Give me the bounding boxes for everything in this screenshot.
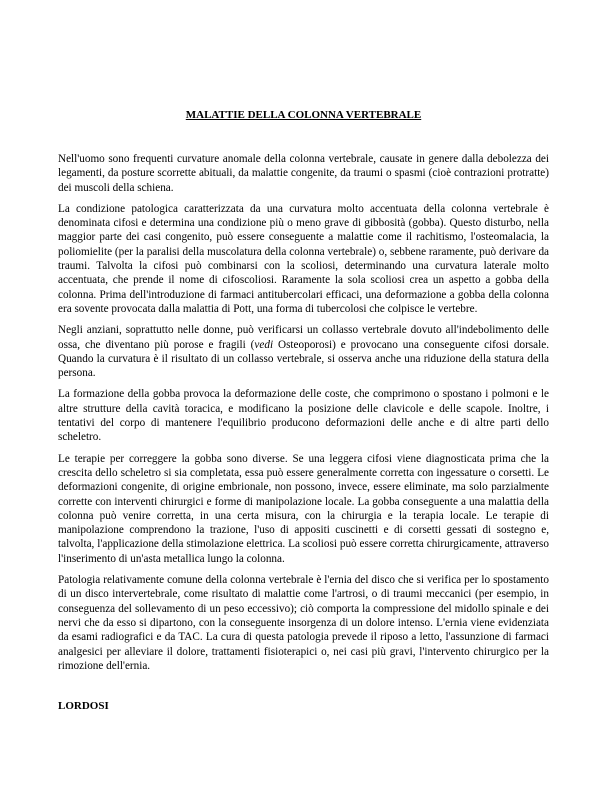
paragraph-anziani-before: Negli anziani, soprattutto nelle donne, può verificarsi un collasso vertebrale dovuto all'indebolimento delle ossa, che diventano più porose e fragili ( bbox=[58, 324, 549, 351]
document-title: MALATTIE DELLA COLONNA VERTEBRALE bbox=[185, 109, 422, 121]
paragraph-intro: Nell'uomo sono frequenti curvature anomale della colonna vertebrale, causate in genere dalla debolezza dei legamenti, da posture scorrette abituali, da malattie congenite, da traumi o spasmi (cioè contrazioni protratte) dei muscoli della schiena. bbox=[58, 153, 549, 194]
paragraph-cifosi: La condizione patologica caratterizzata da una curvatura molto accentuata della colonna vertebrale è denominata cifosi e determina una condizione più o meno grave di gibbosità (gobba). Questo disturbo, nella maggior parte dei casi congenito, può essere conseguente a malattie come il rachitismo, l'osteomalacia, la poliomielite (per la paralisi della muscolatura della colonna vertebrale) o, sebbene raramente, può derivare da traumi. Talvolta la cifosi può combinarsi con la scoliosi, determinando una curvatura laterale molto accentuata, che prende il nome di cifoscoliosi. Raramente la sola scoliosi crea un aspetto a gobba della colonna. Prima dell'introduzione di farmaci antitubercolari efficaci, una deformazione a gobba della colonna era sovente provocata dalla malattia di Pott, una forma di tubercolosi che colpisce le vertebre. bbox=[58, 202, 549, 315]
paragraph-gobba: La formazione della gobba provoca la deformazione delle coste, che comprimono o spostano i polmoni e le altre strutture della cavità toracica, e modificano la posizione delle clavicole e delle scapole. Inoltre, i tentativi del corpo di mantenere l'equilibrio producono deformazioni delle anche e di altre parti dello scheletro. bbox=[58, 388, 549, 444]
vedi-reference: vedi bbox=[254, 338, 274, 351]
paragraph-anziani bbox=[58, 323, 549, 380]
paragraph-anziani-after: Osteoporosi) e provocano una conseguente cifosi dorsale. Quando la curvatura è il risultato di un collasso vertebrale, si osserva anche una riduzione della statura della persona. bbox=[58, 338, 550, 380]
document-page bbox=[58, 108, 549, 713]
section-heading-lordosi: LORDOSI bbox=[58, 700, 109, 713]
paragraph-terapie: Le terapie per correggere la gobba sono diverse. Se una leggera cifosi viene diagnosticata prima che la crescita dello scheletro si sia completata, essa può essere generalmente corretta con ingessature o corsetti. Le deformazioni congenite, di origine embrionale, non possono, invece, essere eliminate, ma solo parzialmente corrette con interventi chirurgici e forme di manipolazione locale. La gobba conseguente a una malattia della colonna può venire corretta, in una certa misura, con la chirurgia e la terapia locale. Le terapie di manipolazione comprendono la trazione, l'uso di appositi cuscinetti e di corsetti gessati di sostegno e, talvolta, l'applicazione della stimolazione elettrica. La scoliosi può essere corretta chirurgicamente, attraverso l'inserimento di un'asta metallica lungo la colonna. bbox=[58, 452, 549, 565]
paragraph-ernia: Patologia relativamente comune della colonna vertebrale è l'ernia del disco che si verifica per lo spostamento di un disco intervertebrale, come risultato di malattie come l'artrosi, o di traumi meccanici (per esempio, in conseguenza del sollevamento di un peso eccessivo); ciò comporta la compressione del midollo spinale e dei nervi che da esso si dipartono, con la conseguente insorgenza di un dolore intenso. L'ernia viene evidenziata da esami radiografici e da TAC. La cura di questa patologia prevede il riposo a letto, l'assunzione di farmaci analgesici per alleviare il dolore, trattamenti fisioterapici o, nei casi più gravi, l'intervento chirurgico per la rimozione dell'ernia. bbox=[58, 574, 549, 672]
